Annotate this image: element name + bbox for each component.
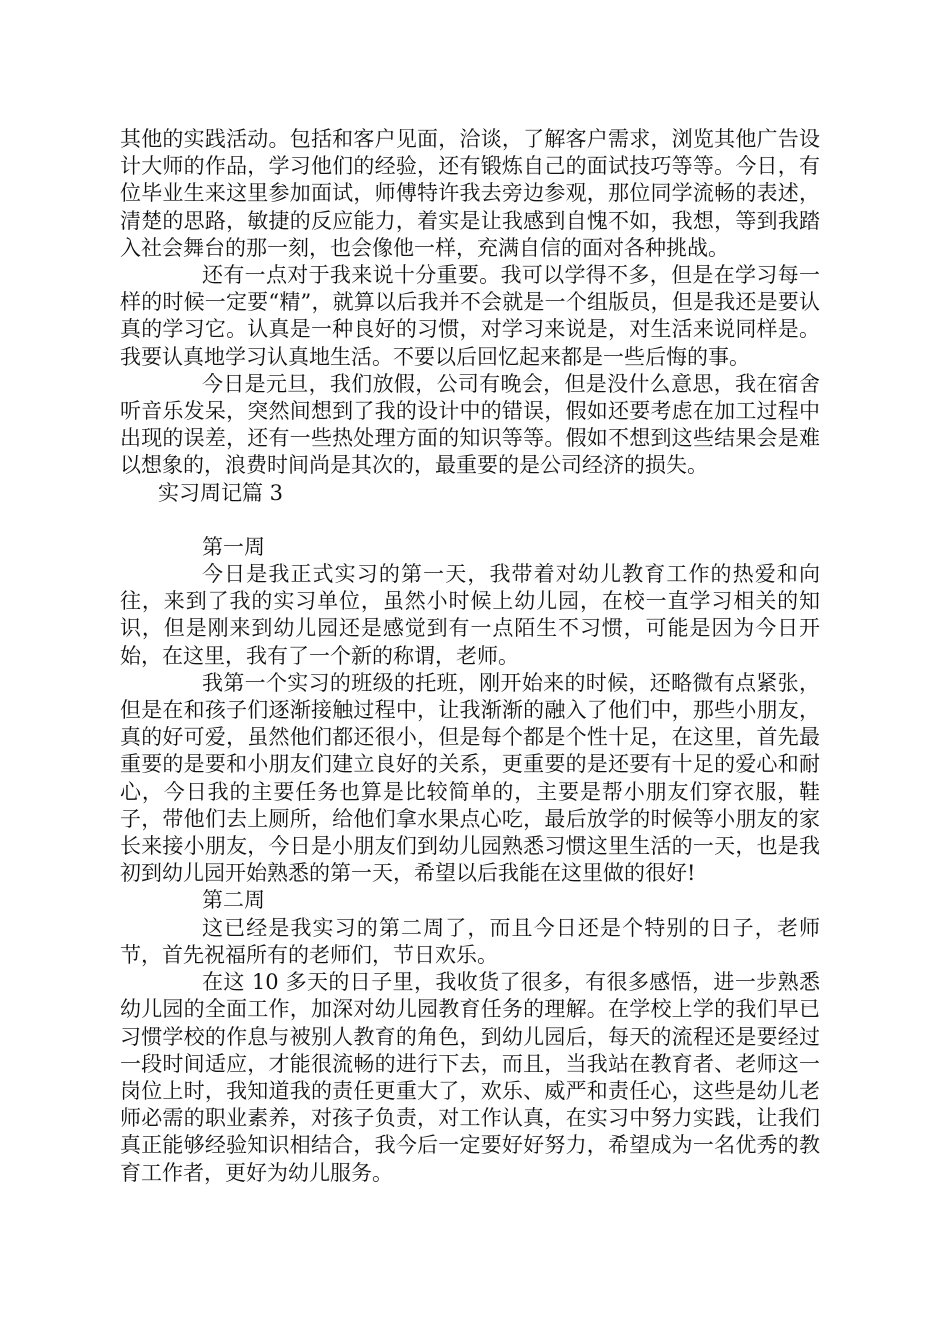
paragraph: 在这 10 多天的日子里，我收货了很多，有很多感悟，进一步熟悉幼儿园的全面工作，加深对幼儿园教育任务的理解。在学校上学的我们早已习惯学校的作息与被别人教育的角色，到幼儿园后，每天的流程还是要经过一段时间适应，才能很流畅的进行下去，而且，当我站在教育者、老师这一岗位上时，我知道我的责任更重大了，欢乐、威严和责任心，这些是幼儿老师必需的职业素养，对孩子负责，对工作认真，在实习中努力实践，让我们真正能够经验知识相结合，我今后一定要好好努力，希望成为一名优秀的教育工作者，更好为幼儿服务。	[120, 970, 820, 1185]
paragraph: 今日是我正式实习的第一天，我带着对幼儿教育工作的热爱和向往，来到了我的实习单位，虽然小时候上幼儿园，在校一直学习相关的知识，但是刚来到幼儿园还是感觉到有一点陌生不习惯，可能是因为今日开始，在这里，我有了一个新的称谓，老师。	[120, 562, 820, 668]
paragraph-continued: 其他的实践活动。包括和客户见面，洽谈，了解客户需求，浏览其他广告设计大师的作品，学习他们的经验，还有锻炼自己的面试技巧等等。今日，有位毕业生来这里参加面试，师傅特许我去旁边参观，那位同学流畅的表述，清楚的思路，敏捷的反应能力，着实是让我感到自愧不如，我想，等到我踏入社会舞台的那一刻，也会像他一样，充满自信的面对各种挑战。	[120, 127, 820, 260]
paragraph: 这已经是我实习的第二周了，而且今日还是个特别的日子，老师节，首先祝福所有的老师们，节日欢乐。	[120, 915, 820, 967]
paragraph: 我第一个实习的班级的托班，刚开始来的时候，还略微有点紧张，但是在和孩子们逐渐接触过程中，让我渐渐的融入了他们中，那些小朋友，真的好可爱，虽然他们都还很小，但是每个都是个性十足，在这里，首先最重要的是要和小朋友们建立良好的关系，更重要的是还要有十足的爱心和耐心，今日我的主要任务也算是比较简单的，主要是帮小朋友们穿衣服，鞋子，带他们去上厕所，给他们拿水果点心吃，最后放学的时候等小朋友的家长来接小朋友，今日是小朋友们到幼儿园熟悉习惯这里生活的一天，也是我初到幼儿园开始熟悉的第一天，希望以后我能在这里做的很好!	[120, 670, 820, 886]
paragraph: 还有一点对于我来说十分重要。我可以学得不多，但是在学习每一样的时候一定要“精”，就算以后我并不会就是一个组版员，但是我还是要认真的学习它。认真是一种良好的习惯，对学习来说是，对生活来说同样是。我要认真地学习认真地生活。不要以后回忆起来都是一些后悔的事。	[120, 263, 820, 369]
paragraph: 今日是元旦，我们放假，公司有晚会，但是没什么意思，我在宿舍听音乐发呆，突然间想到了我的设计中的错误，假如还要考虑在加工过程中出现的误差，还有一些热处理方面的知识等等。假如不想到这些结果会是难以想象的，浪费时间尚是其次的，最重要的是公司经济的损失。	[120, 371, 820, 478]
section-title: 实习周记篇 3	[158, 480, 284, 505]
week-heading: 第二周	[202, 888, 265, 913]
week-heading: 第一周	[202, 534, 265, 559]
blank-line	[120, 507, 820, 534]
document-body	[120, 126, 820, 1187]
